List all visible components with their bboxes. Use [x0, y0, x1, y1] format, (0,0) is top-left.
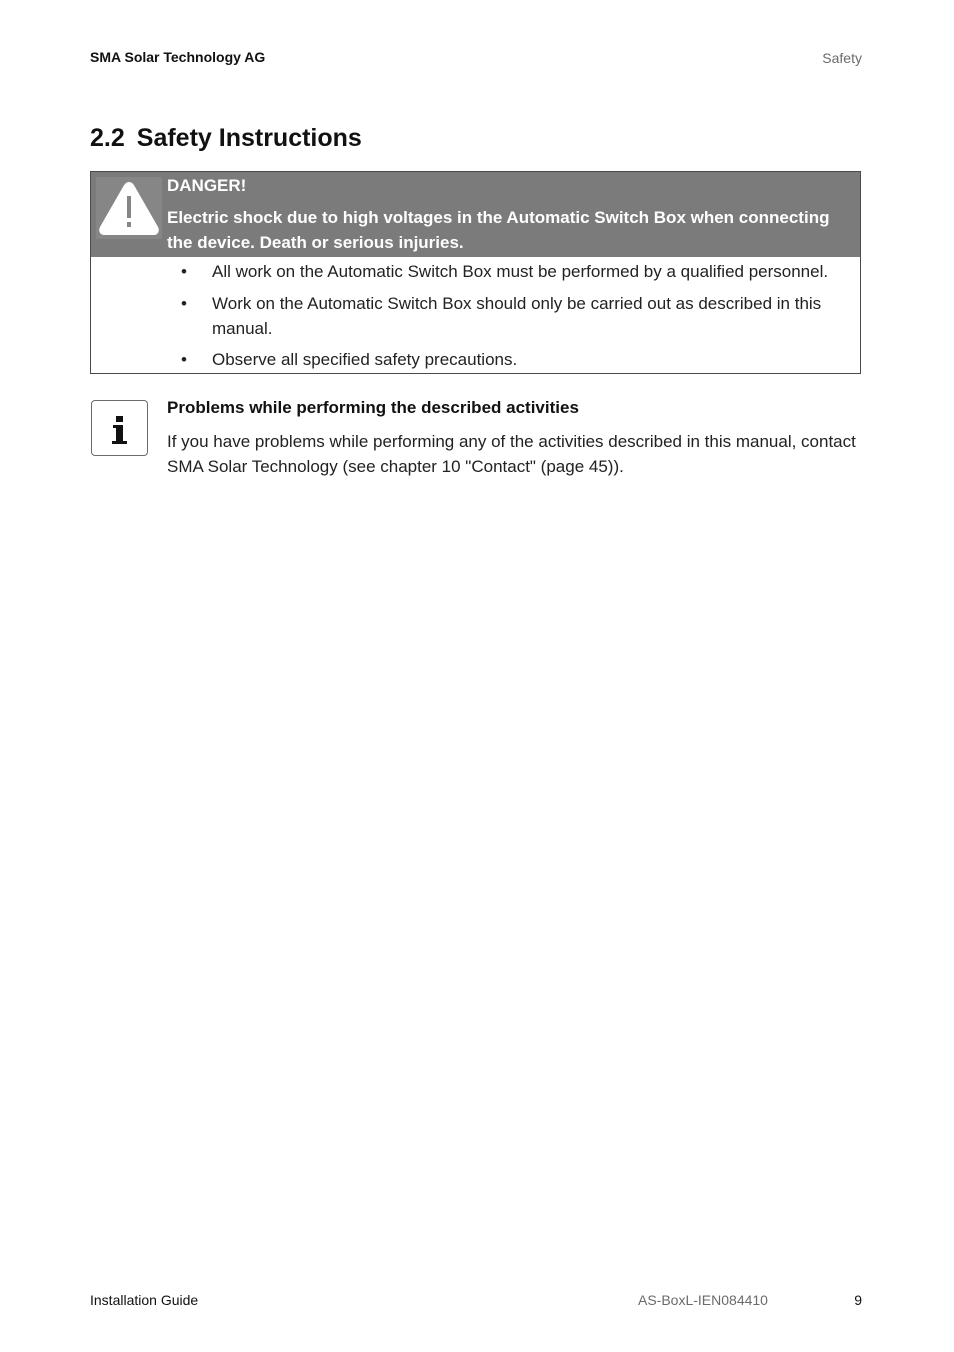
bullet-glyph: • [181, 350, 187, 369]
danger-header [91, 172, 860, 257]
footer-doc-code: AS-BoxL-IEN084410 [638, 1292, 768, 1308]
list-item [91, 291, 860, 341]
header-company: SMA Solar Technology AG [90, 49, 266, 65]
list-item-text: All work on the Automatic Switch Box must be performed by a qualified personnel. [212, 262, 829, 281]
bullet-glyph: • [181, 262, 187, 281]
warning-exclamation-icon [96, 177, 162, 239]
footer-doc-type: Installation Guide [90, 1292, 199, 1308]
section-title [90, 124, 362, 153]
danger-label: DANGER! [167, 176, 247, 195]
info-title: Problems while performing the described activities [167, 398, 579, 417]
list-item-text: Observe all specified safety precautions. [212, 350, 518, 369]
footer-page-number: 9 [854, 1292, 862, 1308]
danger-notice [90, 171, 861, 374]
list-item [91, 347, 860, 372]
header-chapter: Safety [822, 50, 862, 66]
bullet-glyph: • [181, 294, 187, 313]
list-item-text: Work on the Automatic Switch Box should only be carried out as described in this manual. [212, 294, 822, 338]
section-title-text: Safety Instructions [136, 124, 362, 152]
danger-title: Electric shock due to high voltages in the Automatic Switch Box when connecting the device. Death or serious injuries. [167, 208, 830, 252]
list-item [91, 259, 860, 284]
info-icon [91, 400, 148, 456]
section-number: 2.2 [90, 124, 125, 152]
danger-instruction-list [91, 257, 860, 372]
info-body: If you have problems while performing any of the activities described in this manual, contact SMA Solar Technology (see chapter 10 "Contact" (page 45)). [167, 432, 856, 476]
